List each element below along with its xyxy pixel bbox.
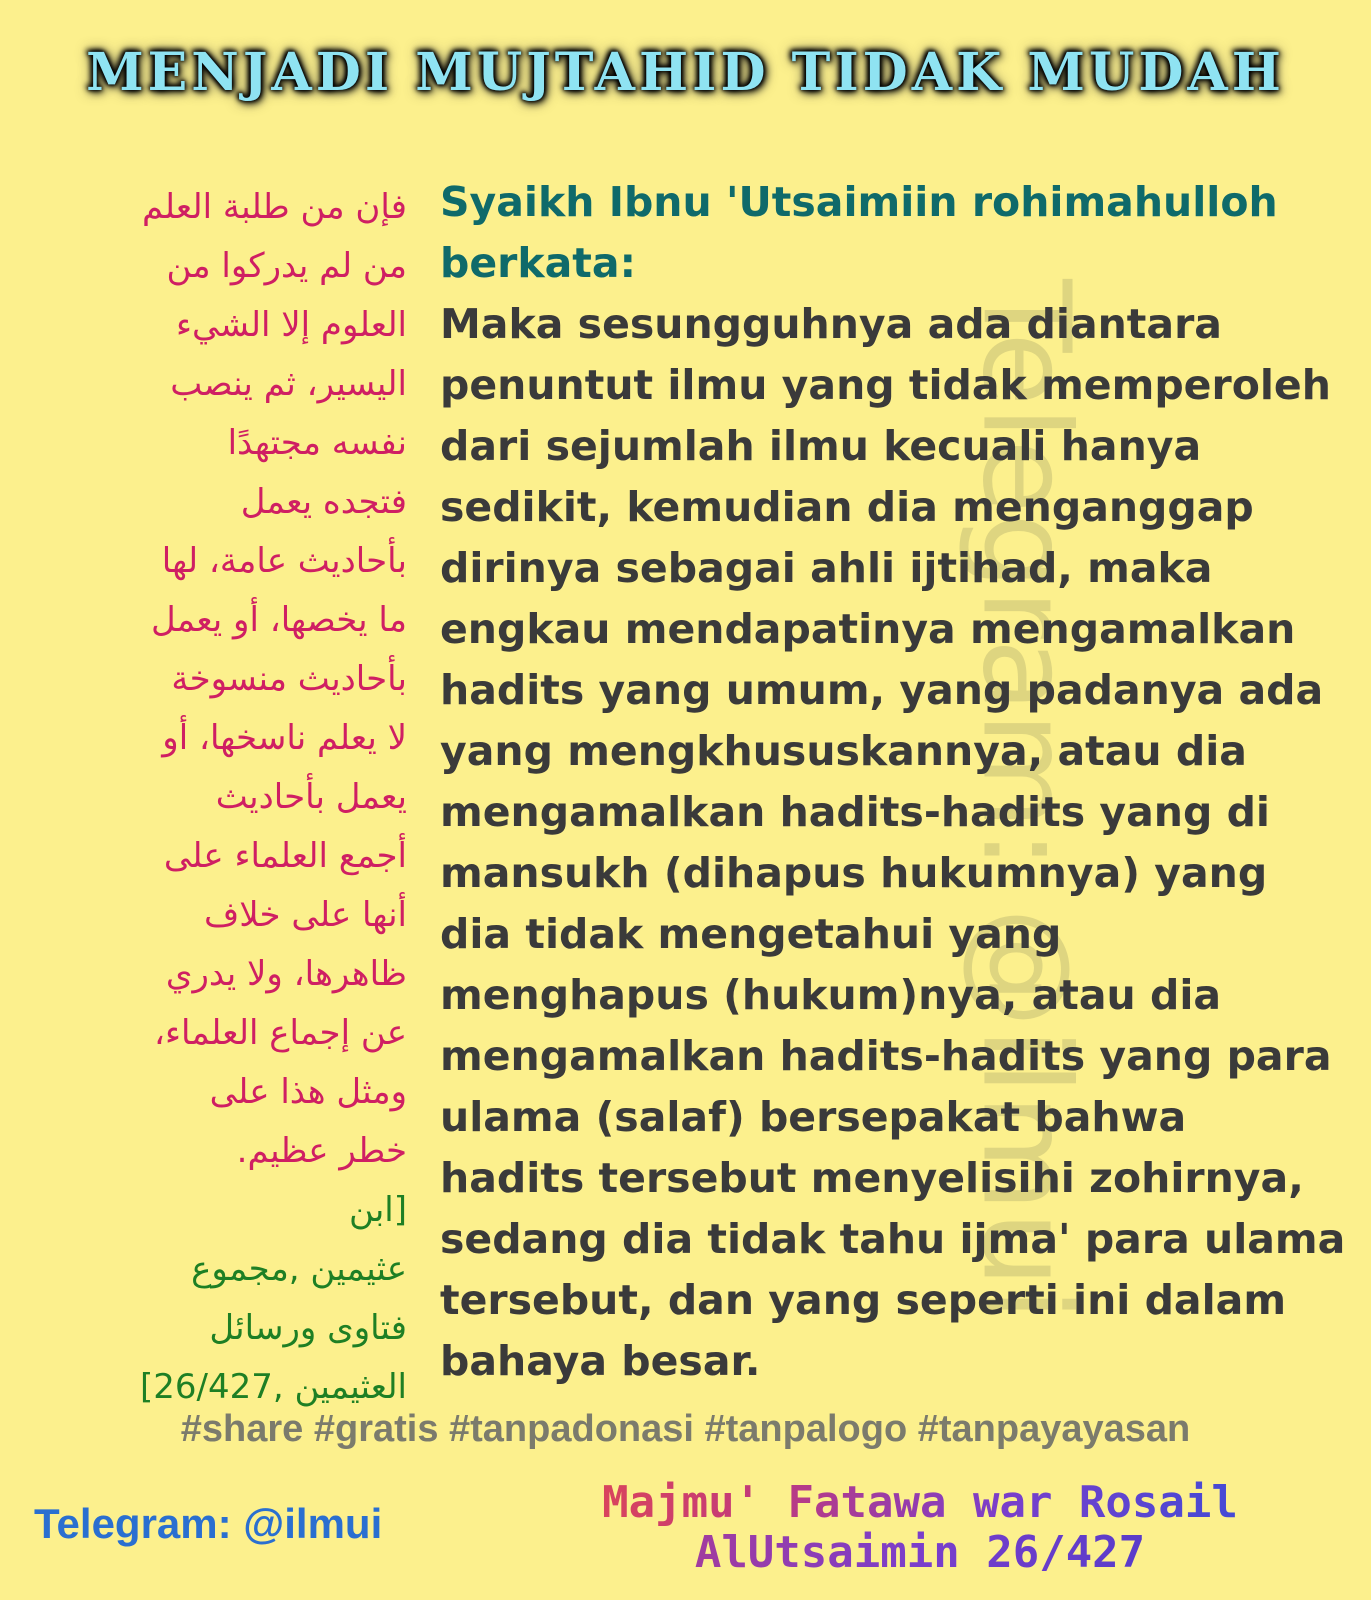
reference-line-1: Majmu' Fatawa war Rosail (510, 1478, 1330, 1528)
telegram-handle: Telegram: @ilmui (34, 1500, 383, 1547)
intro-line: berkata: (440, 239, 636, 287)
arabic-line: فتجده يعمل (240, 482, 407, 522)
arabic-line: يعمل بأحاديث (215, 777, 407, 817)
arabic-line: ظاهرها، ولا يدري (165, 954, 407, 994)
translation-text (440, 172, 1345, 1392)
reference-line-2: AlUtsaimin 26/427 (510, 1528, 1330, 1578)
body-line: penuntut ilmu yang tidak memperoleh (440, 361, 1331, 409)
arabic-line: بأحاديث عامة، لها (161, 541, 407, 581)
arabic-line: عن إجماع العلماء، (154, 1013, 407, 1053)
watermark: Telegram: @ilmui (955, 279, 1095, 1321)
arabic-source-line: فتاوى ورسائل (209, 1308, 407, 1348)
body-line: sedikit, kemudian dia menganggap (440, 483, 1254, 531)
arabic-source-line: العثيمين ,26/427] (139, 1367, 407, 1407)
arabic-line: لا يعلم ناسخها، أو (162, 718, 407, 758)
intro-line: Syaikh Ibnu 'Utsaimiin rohimahulloh (440, 178, 1278, 226)
body-line: bahaya besar. (440, 1337, 761, 1385)
reference (510, 1478, 1330, 1578)
arabic-line: اليسير، ثم ينصب (170, 364, 407, 404)
body-line: sedang dia tidak tahu ijma' para ulama (440, 1215, 1346, 1263)
body-line: Maka sesungguhnya ada diantara (440, 300, 1222, 348)
arabic-line: العلوم إلا الشيء (176, 305, 407, 345)
body-line: dirinya sebagai ahli ijtihad, maka (440, 544, 1213, 592)
body-line: hadits yang umum, yang padanya ada (440, 666, 1324, 714)
body-line: mansukh (dihapus hukumnya) yang (440, 849, 1268, 897)
arabic-line: من لم يدركوا من (166, 246, 407, 286)
arabic-text (62, 178, 407, 1417)
body-line: ulama (salaf) bersepakat bahwa (440, 1093, 1187, 1141)
arabic-line: أنها على خلاف (204, 895, 407, 935)
body-line: dia tidak mengetahui yang (440, 910, 1062, 958)
arabic-source-line: [ابن (348, 1190, 407, 1230)
arabic-line: نفسه مجتهدًا (227, 423, 407, 463)
arabic-line: بأحاديث منسوخة (171, 659, 407, 699)
arabic-line: فإن من طلبة العلم (142, 187, 407, 227)
body-line: hadits tersebut menyelisihi zohirnya, (440, 1154, 1304, 1202)
body-line: dari sejumlah ilmu kecuali hanya (440, 422, 1202, 470)
arabic-line: ومثل هذا على (209, 1072, 407, 1112)
arabic-line: ما يخصها، أو يعمل (150, 600, 407, 640)
body-line: mengamalkan hadits-hadits yang di (440, 788, 1270, 836)
arabic-line: أجمع العلماء على (163, 836, 407, 876)
body-line: tersebut, dan yang seperti ini dalam (440, 1276, 1287, 1324)
body-line: engkau mendapatinya mengamalkan (440, 605, 1296, 653)
body-line: menghapus (hukum)nya, atau dia (440, 971, 1222, 1019)
arabic-line: خطر عظيم. (236, 1131, 407, 1171)
hashtags: #share #gratis #tanpadonasi #tanpalogo #tanpayayasan (180, 1408, 1191, 1450)
page-title: MENJADI MUJTAHID TIDAK MUDAH (86, 42, 1285, 103)
body-line: mengamalkan hadits-hadits yang para (440, 1032, 1332, 1080)
arabic-source-line: عثيمين ,مجموع (191, 1249, 407, 1289)
body-line: yang mengkhususkannya, atau dia (440, 727, 1247, 775)
